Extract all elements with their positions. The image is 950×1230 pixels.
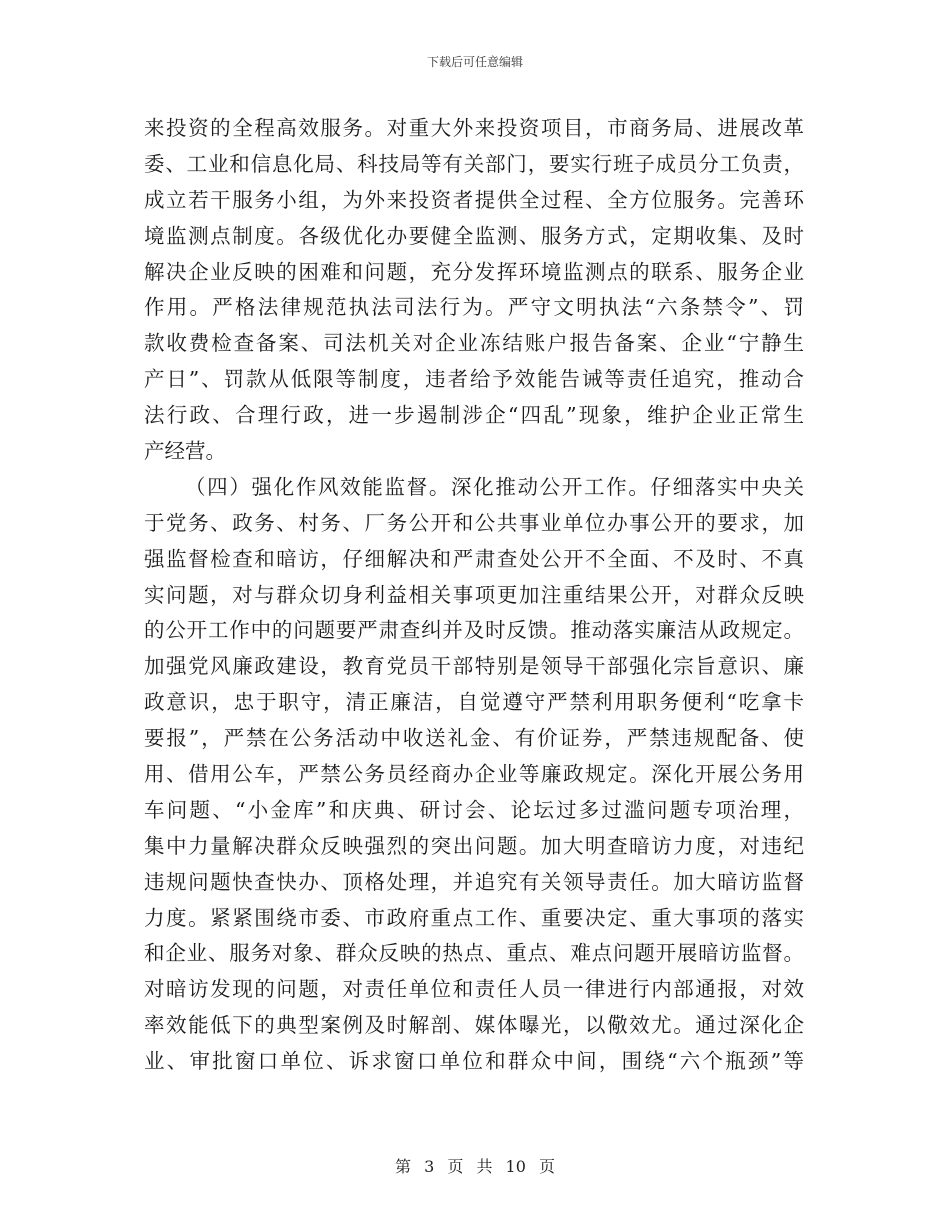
text-line: 对暗访发现的问题，对责任单位和责任人员一律进行内部通报，对效: [144, 977, 804, 1002]
text-line: 率效能低下的典型案例及时解剖、媒体曝光，以儆效尤。通过深化企: [144, 1013, 804, 1038]
body-text: [144, 111, 804, 1080]
page-number: 第 3 页 共 10 页: [395, 1157, 555, 1176]
text-line: 委、工业和信息化局、科技局等有关部门，要实行班子成员分工负责，: [144, 151, 804, 176]
text-line: 违规问题快查快办、顶格处理，并追究有关领导责任。加大暗访监督: [144, 869, 804, 894]
text-line: 要报”，严禁在公务活动中收送礼金、有价证券，严禁违规配备、使: [144, 726, 804, 751]
text-line: 政意识，忠于职守，清正廉洁，自觉遵守严禁利用职务便利“吃拿卡: [144, 690, 804, 715]
text-line: 成立若干服务小组，为外来投资者提供全过程、全方位服务。完善环: [144, 187, 804, 212]
page-header: 下载后可任意编辑: [426, 55, 523, 69]
text-line: 力度。紧紧围绕市委、市政府重点工作、重要决定、重大事项的落实: [144, 905, 804, 930]
text-line: 加强党风廉政建设，教育党员干部特别是领导干部强化宗旨意识、廉: [144, 654, 804, 679]
text-line: 的公开工作中的问题要严肃查纠并及时反馈。推动落实廉洁从政规定。: [144, 618, 804, 643]
section-heading-line: （四）强化作风效能监督。深化推动公开工作。仔细落实中央关: [185, 474, 804, 499]
text-line: 集中力量解决群众反映强烈的突出问题。加大明查暗访力度，对违纪: [144, 833, 804, 858]
text-line: 业、审批窗口单位、诉求窗口单位和群众中间，围绕“六个瓶颈”等: [144, 1049, 804, 1074]
text-line: 法行政、合理行政，进一步遏制涉企“四乱”现象，维护企业正常生: [144, 403, 804, 428]
text-line: 和企业、服务对象、群众反映的热点、重点、难点问题开展暗访监督。: [144, 941, 804, 966]
text-line: 产经营。: [144, 439, 226, 464]
text-line: 于党务、政务、村务、厂务公开和公共事业单位办事公开的要求，加: [144, 510, 804, 535]
text-line: 解决企业反映的困难和问题，充分发挥环境监测点的联系、服务企业: [144, 259, 804, 284]
text-line: 实问题，对与群众切身利益相关事项更加注重结果公开，对群众反映: [144, 582, 804, 607]
text-line: 款收费检查备案、司法机关对企业冻结账户报告备案、企业“宁静生: [144, 331, 804, 356]
text-line: 境监测点制度。各级优化办要健全监测、服务方式，定期收集、及时: [144, 223, 804, 248]
text-line: 用、借用公车，严禁公务员经商办企业等廉政规定。深化开展公务用: [144, 762, 804, 787]
text-line: 产日”、罚款从低限等制度，违者给予效能告诫等责任追究，推动合: [144, 367, 804, 392]
text-line: 作用。严格法律规范执法司法行为。严守文明执法“六条禁令”、罚: [144, 295, 804, 320]
text-line: 来投资的全程高效服务。对重大外来投资项目，市商务局、进展改革: [144, 116, 804, 140]
text-line: 强监督检查和暗访，仔细解决和严肃查处公开不全面、不及时、不真: [144, 546, 804, 571]
text-line: 车问题、“小金库”和庆典、研讨会、论坛过多过滥问题专项治理，: [144, 797, 804, 822]
